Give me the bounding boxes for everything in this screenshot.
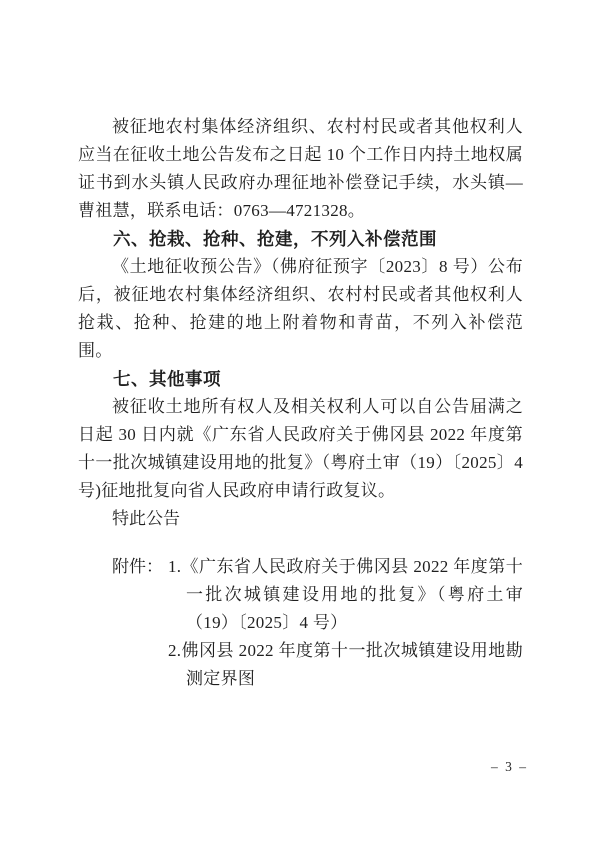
attachments-block [78,553,523,693]
page-content [78,113,523,693]
attachment-item-2: 2.佛冈县 2022 年度第十一批次城镇建设用地勘测定界图 [168,641,523,688]
closing-line: 特此公告 [112,509,180,528]
section-6-paragraph: 《土地征收预公告》（佛府征预字〔2023〕8 号）公布后，被征地农村集体经济组织、农村村民或者其他权利人抢栽、抢种、抢建的地上附着物和青苗，不列入补偿范围。 [78,257,523,360]
section-7-heading: 七、其他事项 [113,369,221,389]
section-6-heading: 六、抢栽、抢种、抢建，不列入补偿范围 [113,229,437,249]
page-number: – 3 – [491,759,528,774]
attachment-item-1: 1.《广东省人民政府关于佛冈县 2022 年度第十一批次城镇建设用地的批复》（粤府土审（19）〔2025〕4 号） [168,557,523,632]
paragraph-compensation-registration: 被征地农村集体经济组织、农村村民或者其他权利人应当在征收土地公告发布之日起 10 个工作日内持土地权属证书到水头镇人民政府办理征地补偿登记手续，水头镇—曹祖慧，联系电话：0763—4721328。 [78,117,523,220]
attachments-label: 附件： [112,557,163,576]
section-7-paragraph: 被征收土地所有权人及相关权利人可以自公告届满之日起 30 日内就《广东省人民政府关于佛冈县 2022 年度第十一批次城镇建设用地的批复》（粤府土审（19）〔2025〕4 号)征地批复向省人民政府申请行政复议。 [78,397,523,500]
attachments-list [168,553,523,693]
